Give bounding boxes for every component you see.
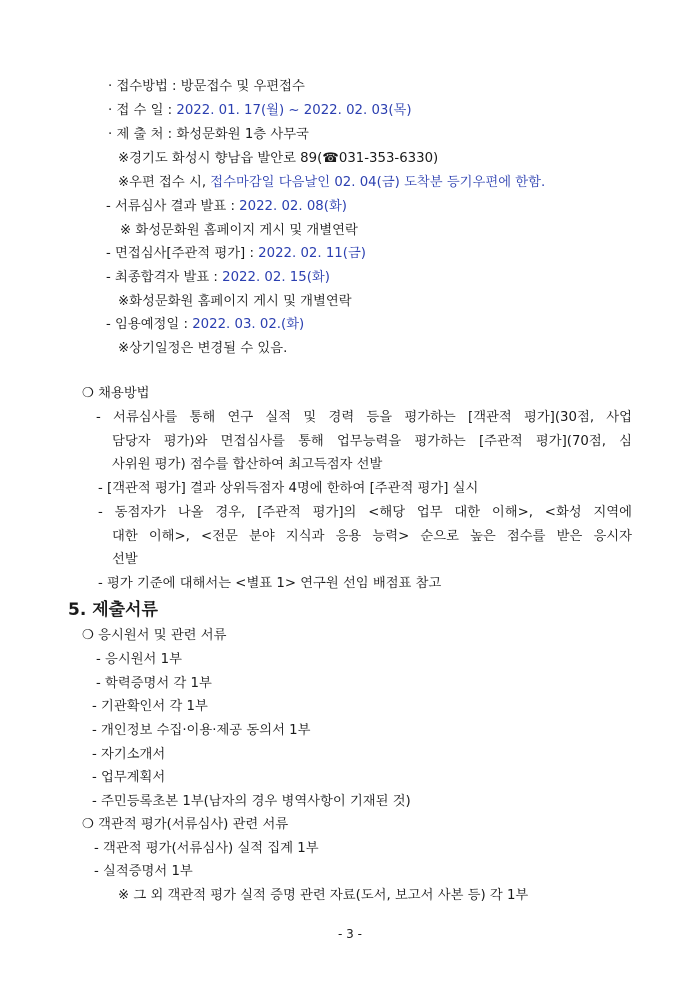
submission-period-label: · 접 수 일 : <box>108 103 177 118</box>
required-docs-heading: ❍ 응시원서 및 관련 서류 <box>82 628 227 643</box>
doc-result <box>106 197 347 217</box>
objective-docs-heading: ❍ 객관적 평가(서류심사) 관련 서류 <box>82 817 289 832</box>
submission-period <box>108 101 412 121</box>
final-announce-note: ※화성문화원 홈페이지 게시 및 개별연락 <box>118 294 352 309</box>
submission-period-value: 2022. 01. 17(월) ~ 2022. 02. 03(목) <box>176 103 412 118</box>
hiring-item-1-line-1: - 서류심사를 통해 연구 실적 및 경력 등을 평가하는 [객관적 평가](30점, 사업 <box>96 410 632 425</box>
doc-result-label: - 서류심사 결과 발표 : <box>106 199 240 214</box>
hiring-method-heading: ❍ 채용방법 <box>82 386 150 401</box>
final-announce-date: 2022. 02. 15(화) <box>222 270 330 285</box>
doc-result-note: ※ 화성문화원 홈페이지 게시 및 개별연락 <box>120 223 358 238</box>
hiring-item-4: - 평가 기준에 대해서는 <별표 1> 연구원 선임 배점표 참고 <box>98 576 442 591</box>
required-doc-item: - 자기소개서 <box>92 747 166 762</box>
hiring-item-3-line-2: 대한 이해>, <전문 분야 지식과 응용 능력> 순으로 높은 점수를 받은 응시자 <box>112 529 632 544</box>
interview-date: 2022. 02. 11(금) <box>258 246 366 261</box>
objective-doc-item: - 실적증명서 1부 <box>94 864 193 879</box>
interview <box>106 244 366 264</box>
address-note: ※경기도 화성시 향남읍 발안로 89(☎031-353-6330) <box>118 151 439 166</box>
final-announce <box>106 268 330 288</box>
submission-place: · 제 출 처 : 화성문화원 1층 사무국 <box>108 127 309 142</box>
hiring-item-3-line-1: - 동점자가 나올 경우, [주관적 평가]의 <해당 업무 대한 이해>, <화성 지역에 <box>98 505 632 520</box>
start-date-value: 2022. 03. 02.(화) <box>192 317 305 332</box>
objective-doc-item: - 객관적 평가(서류심사) 실적 집계 1부 <box>94 841 319 856</box>
required-doc-item: - 기관확인서 각 1부 <box>92 699 208 714</box>
page-number: - 3 - <box>338 927 362 941</box>
doc-result-date: 2022. 02. 08(화) <box>239 199 347 214</box>
hiring-item-1-line-2: 담당자 평가)와 면접심사를 통해 업무능력을 평가하는 [주관적 평가](70점, 심 <box>112 434 632 449</box>
interview-label: - 면접심사[주관적 평가] : <box>106 246 259 261</box>
submission-method: · 접수방법 : 방문접수 및 우편접수 <box>108 79 305 94</box>
start-date <box>106 315 304 335</box>
hiring-item-2: - [객관적 평가] 결과 상위득점자 4명에 한하여 [주관적 평가] 실시 <box>98 481 479 496</box>
required-doc-item: - 업무계획서 <box>92 770 166 785</box>
final-announce-label: - 최종합격자 발표 : <box>106 270 223 285</box>
hiring-item-1-line-3: 사위원 평가) 점수를 합산하여 최고득점자 선발 <box>112 457 383 472</box>
mail-note-highlight: 접수마감일 다음날인 02. 04(금) 도착분 등기우편에 한함. <box>210 175 546 190</box>
required-doc-item: - 개인정보 수집·이용·제공 동의서 1부 <box>92 723 311 738</box>
start-date-label: - 임용예정일 : <box>106 317 193 332</box>
mail-note-prefix: ※우편 접수 시, <box>118 175 211 190</box>
schedule-change-note: ※상기일정은 변경될 수 있음. <box>118 341 288 356</box>
hiring-item-3-line-3: 선발 <box>112 552 138 567</box>
required-doc-item: - 학력증명서 각 1부 <box>96 676 212 691</box>
objective-docs-note: ※ 그 외 객관적 평가 실적 증명 관련 자료(도서, 보고서 사본 등) 각 1부 <box>118 888 529 903</box>
mail-note <box>118 173 545 193</box>
section-title: 5. 제출서류 <box>68 600 158 620</box>
required-doc-item: - 응시원서 1부 <box>96 652 182 667</box>
required-doc-item: - 주민등록초본 1부(남자의 경우 병역사항이 기재된 것) <box>92 794 411 809</box>
